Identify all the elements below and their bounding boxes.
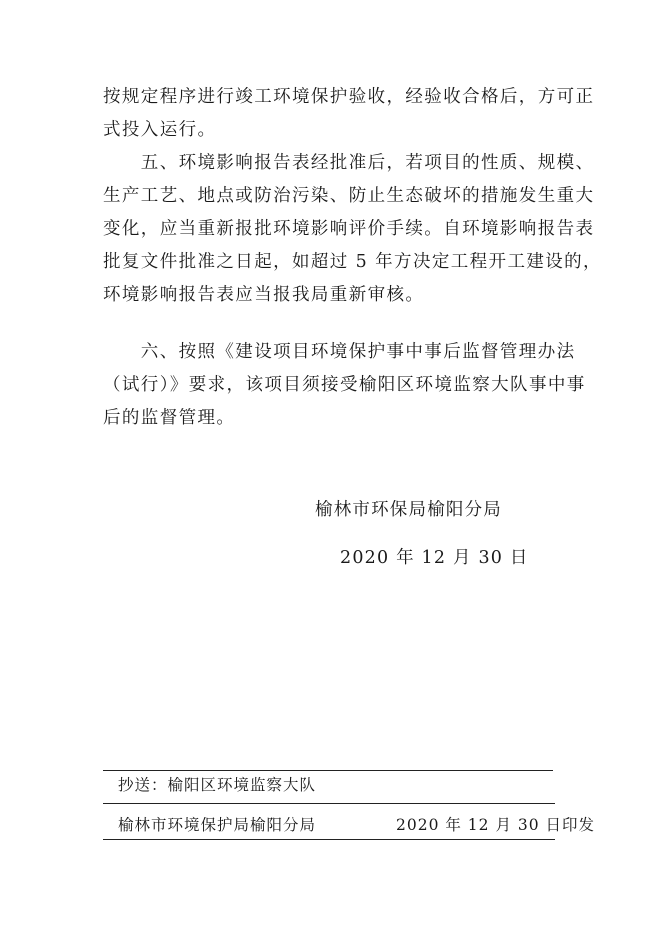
body-line-1: 按规定程序进行竣工环境保护验收，经验收合格后，方可正: [103, 87, 595, 107]
body-line-7: 环境影响报告表应当报我局重新审核。: [103, 285, 425, 305]
signature-org: 榆林市环保局榆阳分局: [315, 500, 502, 520]
footer-bottom-rule: [103, 839, 555, 840]
body-line-3: 五、环境影响报告表经批准后，若项目的性质、规模、: [103, 153, 595, 173]
body-line-10: 后的监督管理。: [103, 408, 236, 428]
body-line-6: 批复文件批准之日起，如超过 5 年方决定工程开工建设的，: [103, 252, 602, 272]
footer-top-rule: [103, 770, 553, 771]
footer-issuer: 榆林市环境保护局榆阳分局: [118, 816, 317, 834]
body-line-5: 变化，应当重新报批环境影响评价手续。自环境影响报告表: [103, 219, 595, 239]
signature-date: 2020 年 12 月 30 日: [340, 548, 529, 568]
body-line-4: 生产工艺、地点或防治污染、防止生态破坏的措施发生重大: [103, 186, 595, 206]
body-line-2: 式投入运行。: [103, 120, 217, 140]
footer-issue-date: 2020 年 12 月 30 日印发: [396, 816, 596, 834]
footer-cc: 抄送：榆阳区环境监察大队: [118, 776, 317, 794]
body-line-9: （试行）》要求，该项目须接受榆阳区环境监察大队事中事: [103, 375, 586, 395]
body-line-8: 六、按照《建设项目环境保护事中事后监督管理办法: [103, 342, 576, 362]
footer-middle-rule: [103, 803, 555, 804]
